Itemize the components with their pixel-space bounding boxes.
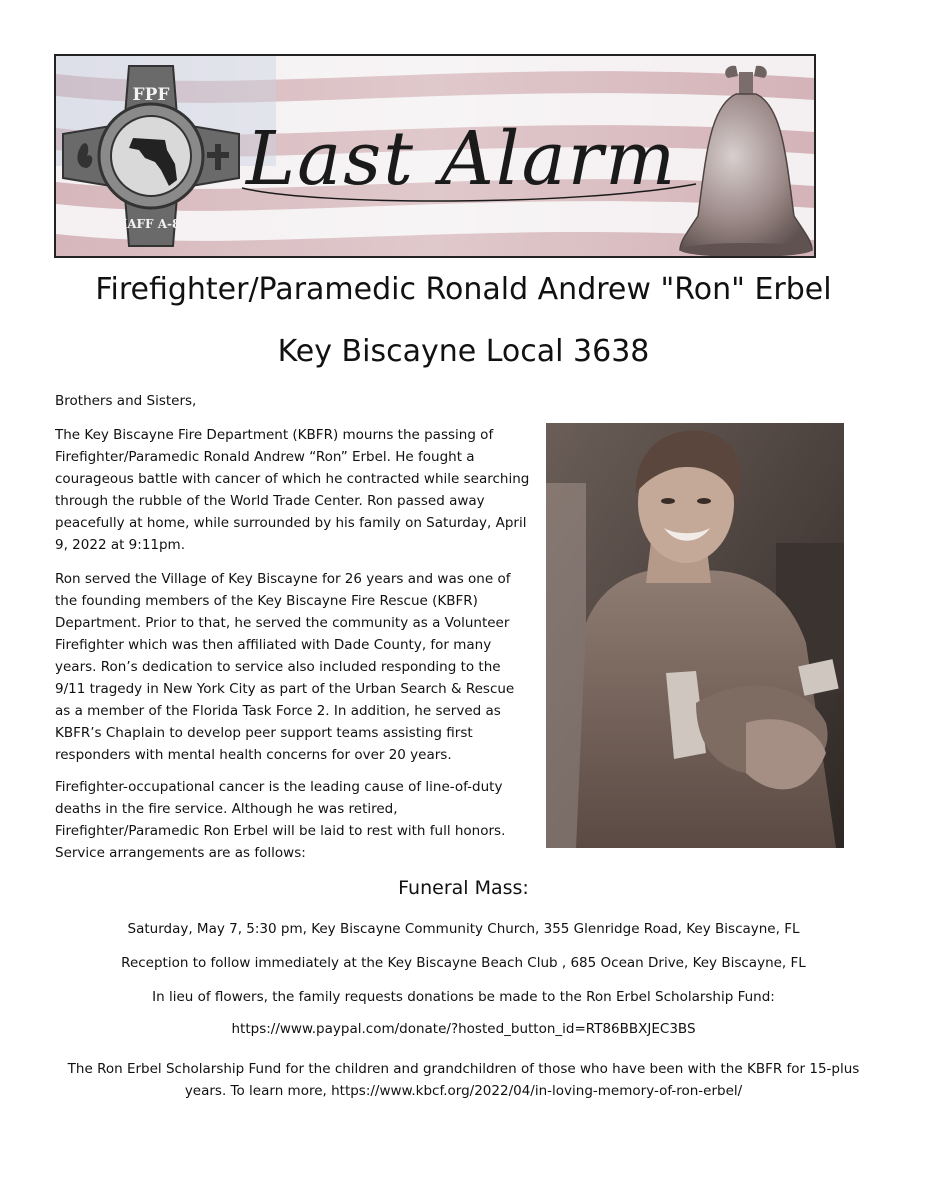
last-alarm-banner [54,54,816,258]
paypal-donate-link[interactable]: https://www.paypal.com/donate/?hosted_button_id=RT86BBXJEC3BS [231,1021,696,1037]
reception-details: Reception to follow immediately at the Key Biscayne Beach Club , 685 Ocean Drive, Key Biscayne, FL [121,955,806,971]
scholarship-fund-note: The Ron Erbel Scholarship Fund for the children and grandchildren of those who have been with the KBFR for 15-plus years. To learn more, https://www.kbcf.org/2022/04/in-loving-memory-of-ron-erbel/ [67,1061,860,1099]
letter-paragraph-honors: Firefighter-occupational cancer is the leading cause of line-of-duty deaths in the fire service. Although he was retired, Firefighter/Paramedic Ron Erbel will be laid to rest with full honors. Service arrangements are as follows: [55,779,506,861]
last-alarm-script-title: Last Alarm [246,116,678,202]
funeral-mass-heading: Funeral Mass: [398,877,529,899]
memorial-name-heading: Firefighter/Paramedic Ronald Andrew "Ron" Erbel [95,272,832,307]
local-union-heading: Key Biscayne Local 3638 [277,334,650,369]
letter-paragraph-service: Ron served the Village of Key Biscayne for 26 years and was one of the founding members of the Key Biscayne Fire Rescue (KBFR) Department. Prior to that, he served the community as a Volunteer Firefighter which was then affiliated with Dade County, for many years. Ron’s dedication to service also included responding to the 9/11 tragedy in New York City as part of the Urban Search & Rescue as a member of the Florida Task Force 2. In addition, he served as KBFR’s Chaplain to develop peer support teams assisting first responders with mental health concerns for over 20 years. [55,571,515,763]
firefighter-portrait-photo [546,423,844,848]
letter-greeting: Brothers and Sisters, [55,393,197,409]
letter-paragraph-passing: The Key Biscayne Fire Department (KBFR) mourns the passing of Firefighter/Paramedic Ronald Andrew “Ron” Erbel. He fought a courageous battle with cancer of which he contracted while searching through the rubble of the World Trade Center. Ron passed away peacefully at home, while surrounded by his family on Saturday, April 9, 2022 at 9:11pm. [55,427,530,553]
funeral-mass-details: Saturday, May 7, 5:30 pm, Key Biscayne Community Church, 355 Glenridge Road, Key Biscayne, FL [127,921,800,937]
badge-top-text: FPF [132,85,170,105]
donation-request: In lieu of flowers, the family requests donations be made to the Ron Erbel Scholarship Fund: [152,989,775,1005]
badge-bottom-text: IAFF A-8 [121,217,181,231]
